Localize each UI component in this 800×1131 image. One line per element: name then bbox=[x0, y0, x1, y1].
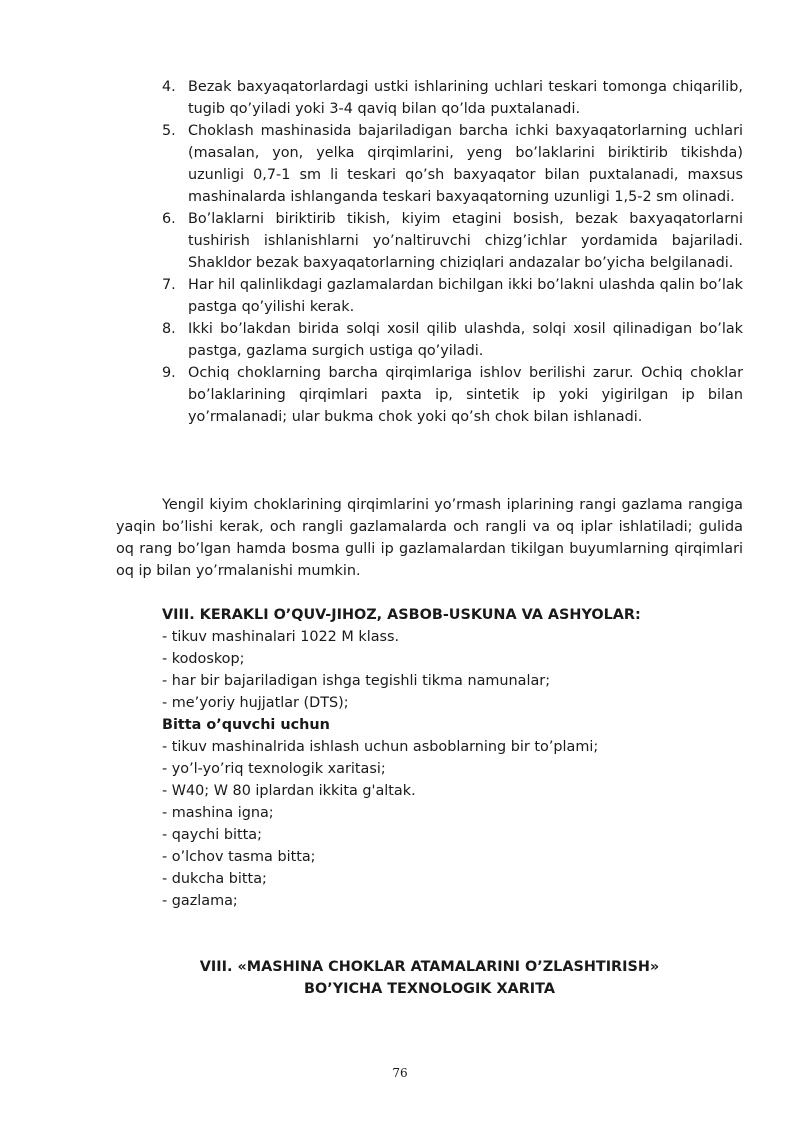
student-item: - W40; W 80 iplardan ikkita g'altak. bbox=[162, 783, 416, 799]
student-item: - gazlama; bbox=[162, 893, 238, 909]
equipment-section bbox=[162, 604, 743, 912]
equipment-item: - me’yoriy hujjatlar (DTS); bbox=[162, 695, 349, 711]
list-item bbox=[162, 120, 743, 208]
list-item-text: Har hil qalinlikdagi gazlamalardan bichilgan ikki bo’lakni ulashda qalin bo’lak pastga qo’yilishi kerak. bbox=[188, 277, 743, 315]
list-item bbox=[162, 274, 743, 318]
list-item-number: 9. bbox=[162, 365, 176, 381]
student-item: - qaychi bitta; bbox=[162, 827, 262, 843]
list-item-number: 7. bbox=[162, 277, 176, 293]
list-item-text: Ochiq choklarning barcha qirqimlariga ishlov berilishi zarur. Ochiq choklar bo’laklarining qirqimlari paxta ip, sintetik ip yoki yigirilgan ip bilan yo’rmalanadi; ular bukma chok yoki qo’sh chok bilan ishlanadi. bbox=[188, 365, 743, 425]
section-title bbox=[116, 956, 743, 1000]
list-item-number: 8. bbox=[162, 321, 176, 337]
equipment-item: - tikuv mashinalari 1022 M klass. bbox=[162, 629, 400, 645]
student-item: - mashina igna; bbox=[162, 805, 274, 821]
section-title-line: VIII. «MASHINA CHOKLAR ATAMALARINI O’ZLASHTIRISH» bbox=[199, 959, 660, 975]
body-paragraph: Yengil kiyim choklarining qirqimlarini yo’rmash iplarining rangi gazlama rangiga yaqin bo’lishi kerak, och rangli gazlamalarda och rangli va oq iplar ishlatiladi; gulida oq rang bo’lgan hamda bosma gulli ip gazlamalardan tikilgan buyumlarning qirqimlari oq ip bilan yo’rmalanishi mumkin. bbox=[116, 497, 743, 579]
student-item: - yo’l-yo’riq texnologik xaritasi; bbox=[162, 761, 386, 777]
equipment-item: - har bir bajariladigan ishga tegishli tikma namunalar; bbox=[162, 673, 551, 689]
list-item-text: Bezak baxyaqatorlardagi ustki ishlarining uchlari teskari tomonga chiqarilib, tugib qo’yiladi yoki 3-4 qaviq bilan qo’lda puxtalanadi. bbox=[188, 79, 743, 117]
list-item bbox=[162, 76, 743, 120]
section-heading: VIII. KERAKLI O’QUV-JIHOZ, ASBOB-USKUNA VA ASHYOLAR: bbox=[162, 607, 641, 623]
list-item-text: Ikki bo’lakdan birida solqi xosil qilib ulashda, solqi xosil qilinadigan bo’lak pastga, gazlama surgich ustiga qo’yiladi. bbox=[188, 321, 743, 359]
list-item-number: 5. bbox=[162, 123, 176, 139]
student-item: - dukcha bitta; bbox=[162, 871, 267, 887]
student-item: - o’lchov tasma bitta; bbox=[162, 849, 316, 865]
list-item-number: 4. bbox=[162, 79, 176, 95]
list-item-text: Bo’laklarni biriktirib tikish, kiyim etagini bosish, bezak baxyaqatorlarni tushirish ishlanishlarni yo’naltiruvchi chizg’ichlar yordamida bajariladi. Shakldor bezak baxyaqatorlarning chiziqlari andazalar bo’yicha belgilanadi. bbox=[188, 211, 743, 271]
numbered-list bbox=[162, 76, 743, 428]
page-number: 76 bbox=[392, 1066, 408, 1080]
list-item-number: 6. bbox=[162, 211, 176, 227]
list-item bbox=[162, 362, 743, 428]
equipment-item: - kodoskop; bbox=[162, 651, 245, 667]
student-item: - tikuv mashinalrida ishlash uchun asboblarning bir to’plami; bbox=[162, 739, 599, 755]
list-item-text: Choklash mashinasida bajariladigan barcha ichki baxyaqatorlarning uchlari (masalan, yon, yelka qirqimlarini, yeng bo’laklarini biriktirib tikishda) uzunligi 0,7-1 sm li teskari qo’sh baxyaqator bilan puxtalanadi, maxsus mashinalarda ishlanganda teskari baxyaqatorning uzunligi 1,5-2 sm olinadi. bbox=[188, 123, 743, 205]
list-item bbox=[162, 208, 743, 274]
list-item bbox=[162, 318, 743, 362]
section-title-line: BO’YICHA TEXNOLOGIK XARITA bbox=[304, 981, 555, 997]
per-student-heading: Bitta o’quvchi uchun bbox=[162, 717, 330, 733]
